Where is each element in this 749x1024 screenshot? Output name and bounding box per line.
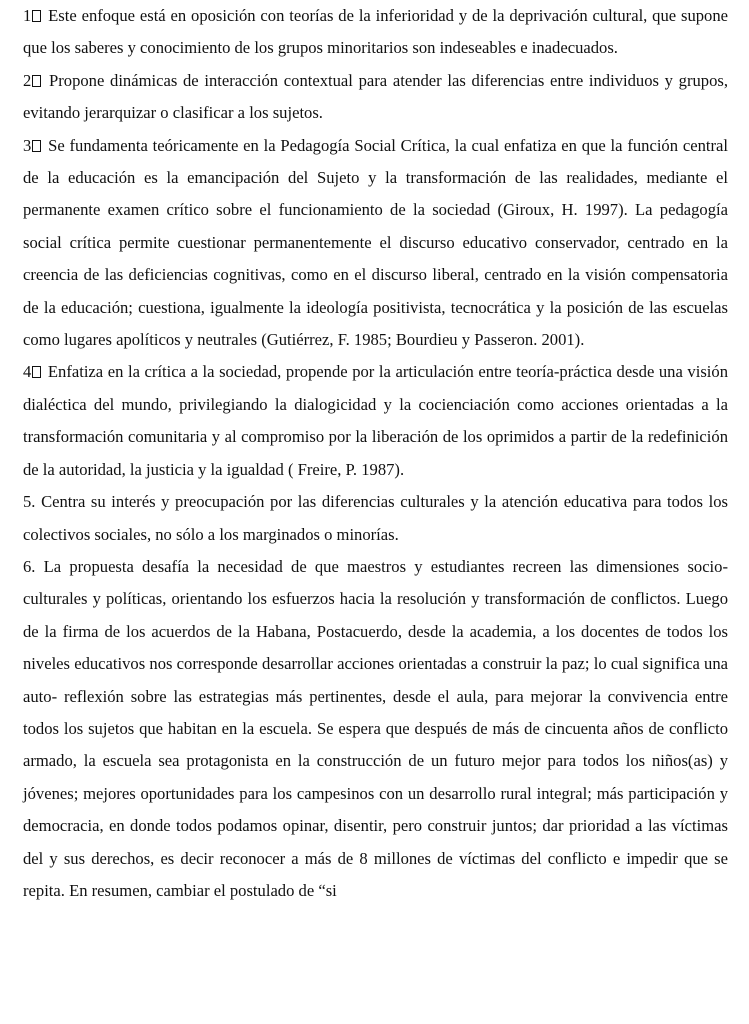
paragraph-text: Centra su interés y preocupación por las diferencias culturales y la atención educativa para todos los colectivos sociales, no sólo a los marginados o minorías.: [23, 492, 728, 544]
paragraph-2: [23, 65, 728, 130]
missing-glyph-icon: [32, 10, 41, 22]
item-number: 6.: [23, 556, 36, 576]
missing-glyph-icon: [32, 140, 41, 152]
item-number: 5.: [23, 492, 36, 512]
paragraph-text: Propone dinámicas de interacción contextual para atender las diferencias entre individuos y grupos, evitando jerarquizar o clasificar a los sujetos.: [23, 70, 728, 123]
paragraph-text: Se fundamenta teóricamente en la Pedagogía Social Crítica, la cual enfatiza en que la función central de la educación es la emancipación del Sujeto y la transformación de las realidades, mediante el permanente examen crítico sobre el funcionamiento de la sociedad (Giroux, H. 1997). La pedagogía social crítica permite cuestionar permanentemente el discurso educativo conservador, centrado en la creencia de las deficiencias cognitivas, como en el discurso liberal, centrado en la visión compensatoria de la educación; cuestiona, igualmente la ideología positivista, tecnocrática y la posición de las escuelas como lugares apolíticos y neutrales (Gutiérrez, F. 1985; Bourdieu y Passeron. 2001).: [23, 135, 728, 350]
paragraph-5: [23, 486, 728, 551]
paragraph-1: [23, 0, 728, 65]
document-page: [23, 0, 728, 907]
item-number: 4: [23, 362, 32, 382]
item-number: 3: [23, 135, 32, 155]
paragraph-text: La propuesta desafía la necesidad de que maestros y estudiantes recreen las dimensiones socio-culturales y políticas, orientando los esfuerzos hacia la resolución y transformación de conflictos. Luego de la firma de los acuerdos de la Habana, Postacuerdo, desde la academia, a los docentes de todos los niveles educativos nos corresponde desarrollar acciones orientadas a construir la paz; lo cual significa una auto- reflexión sobre las estrategias más pertinentes, desde el aula, para mejorar la convivencia entre todos los sujetos que habitan en la escuela. Se espera que después de más de cincuenta años de conflicto armado, la escuela sea protagonista en la construcción de un futuro mejor para todos los niños(as) y jóvenes; mejores oportunidades para los campesinos con un desarrollo rural integral; más participación y democracia, en donde todos podamos opinar, disentir, pero construir juntos; dar prioridad a las víctimas del y sus derechos, es decir reconocer a más de 8 millones de víctimas del conflicto e impedir que se repita. En resumen, cambiar el postulado de “si: [23, 556, 728, 900]
paragraph-4: [23, 356, 728, 486]
paragraph-text: Enfatiza en la crítica a la sociedad, propende por la articulación entre teoría-práctica desde una visión dialéctica del mundo, privilegiando la dialogicidad y la cocienciación como acciones orientadas a la transformación comunitaria y al compromiso por la liberación de los oprimidos a partir de la redefinición de la autoridad, la justicia y la igualdad ( Freire, P. 1987).: [23, 362, 729, 479]
paragraph-3: [23, 130, 728, 357]
paragraph-6: [23, 551, 728, 907]
missing-glyph-icon: [32, 75, 41, 87]
item-number: 1: [23, 6, 32, 25]
paragraph-text: Este enfoque está en oposición con teorías de la inferioridad y de la deprivación cultural, que supone que los saberes y conocimiento de los grupos minoritarios son indeseables e inadecuados.: [23, 6, 728, 58]
missing-glyph-icon: [32, 366, 41, 378]
item-number: 2: [23, 70, 32, 90]
